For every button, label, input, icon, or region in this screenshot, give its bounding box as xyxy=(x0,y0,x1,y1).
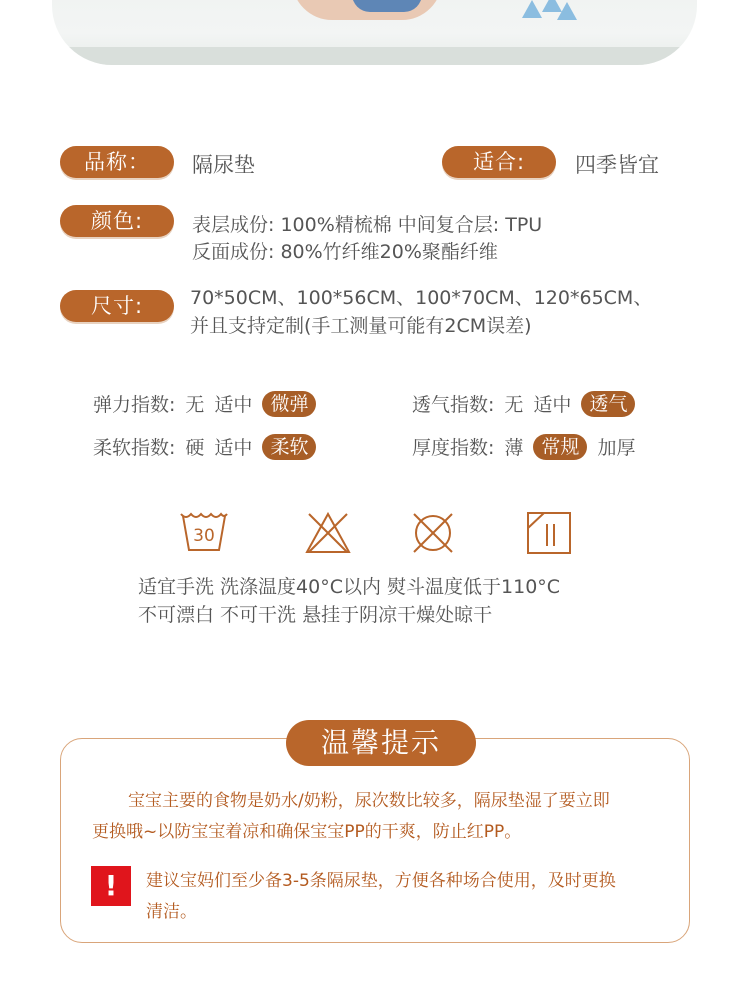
name-label-pill: 品称： xyxy=(60,146,174,178)
tip-para2-line2: 清洁。 xyxy=(146,902,197,922)
suit-value: 四季皆宜 xyxy=(575,153,659,177)
thick-selected: 常规 xyxy=(533,434,587,460)
soft-index-label: 柔软指数: xyxy=(93,437,176,459)
breath-selected: 透气 xyxy=(581,391,635,417)
product-photo xyxy=(52,0,697,65)
tip-para1-line2: 更换哦~以防宝宝着凉和确保宝宝PP的干爽，防止红PP。 xyxy=(92,822,522,842)
thick-index xyxy=(412,433,635,460)
color-line-1: 表层成份: 100%精梳棉 中间复合层: TPU xyxy=(192,214,543,236)
elastic-opt-1: 无 xyxy=(185,394,205,416)
tip-para2-line1: 建议宝妈们至少备3-5条隔尿垫，方便各种场合使用，及时更换 xyxy=(146,871,616,891)
no-dry-clean-icon xyxy=(408,510,458,556)
size-line-1: 70*50CM、100*56CM、100*70CM、120*65CM、 xyxy=(190,287,653,309)
tree-pattern-icon xyxy=(557,2,577,20)
tree-pattern-icon xyxy=(522,0,542,18)
care-line-2: 不可漂白 不可干洗 悬挂于阴凉干燥处晾干 xyxy=(138,604,493,626)
thick-opt-1: 薄 xyxy=(504,437,524,459)
mat-edge xyxy=(52,47,697,65)
size-line-2: 并且支持定制(手工测量可能有2CM误差) xyxy=(190,315,532,337)
care-line-1: 适宜手洗 洗涤温度40°C以内 熨斗温度低于110°C xyxy=(138,576,561,598)
breath-opt-2: 适中 xyxy=(533,394,572,416)
thick-opt-3: 加厚 xyxy=(597,437,636,459)
size-label-pill: 尺寸: xyxy=(60,290,174,322)
soft-index xyxy=(93,433,316,460)
tip-title: 温馨提示 xyxy=(286,720,476,766)
breath-index xyxy=(412,390,635,417)
breath-index-label: 透气指数: xyxy=(412,394,495,416)
name-value: 隔尿垫 xyxy=(192,153,255,177)
elastic-index xyxy=(93,390,316,417)
elastic-selected: 微弹 xyxy=(262,391,316,417)
breath-opt-1: 无 xyxy=(504,394,524,416)
suit-label-pill: 适合: xyxy=(442,146,556,178)
thick-index-label: 厚度指数: xyxy=(412,437,495,459)
warning-icon: ! xyxy=(91,866,131,906)
color-label-pill: 颜色: xyxy=(60,205,174,237)
baby-clothes xyxy=(352,0,422,12)
soft-opt-1: 硬 xyxy=(185,437,205,459)
elastic-opt-2: 适中 xyxy=(214,394,253,416)
hand-wash-30-icon xyxy=(179,510,229,556)
soft-selected: 柔软 xyxy=(262,434,316,460)
soft-opt-2: 适中 xyxy=(214,437,253,459)
wash-temp-text: 30 xyxy=(193,526,215,546)
line-dry-shade-icon xyxy=(524,510,574,556)
color-line-2: 反面成份: 80%竹纤维20%聚酯纤维 xyxy=(192,241,498,263)
no-bleach-icon xyxy=(303,510,353,556)
tip-para1-line1: 宝宝主要的食物是奶水/奶粉，尿次数比较多，隔尿垫湿了要立即 xyxy=(128,791,610,811)
elastic-index-label: 弹力指数: xyxy=(93,394,176,416)
